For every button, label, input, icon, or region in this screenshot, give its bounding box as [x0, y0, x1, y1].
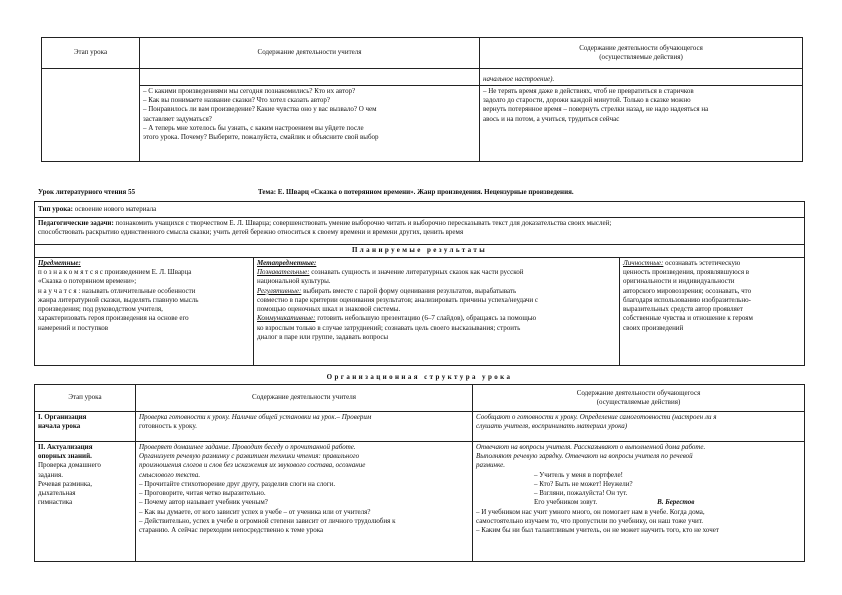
meta-line: помощью оценочных шкал и знаковой системы. [257, 305, 401, 314]
meta-communicative-label: Коммуникативные: [257, 314, 316, 323]
top-header-student [480, 38, 803, 69]
teacher-line: заставляет задуматься? [143, 114, 212, 123]
row1-student: Сообщают о готовности к уроку. Определение самоготовности (настроен ли я слушать учителя, воспринимать материал урока) [473, 412, 805, 442]
tasks-cell [35, 218, 805, 245]
meta-line: готовить небольшую презентацию (6–7 слайдов), обращаясь за помощью [315, 314, 537, 323]
meta-results-cell [254, 258, 620, 366]
teacher-line: – Понравилось ли вам произведение? Какие чувства оно у вас вызвало? О чем [143, 105, 377, 114]
org-structure-title: Организационная структура урока [326, 373, 513, 381]
top-row1-stage [42, 69, 140, 86]
teacher-line: этого урока. Почему? Выберите, пожалуйста, смайлик и объясните свой выбор [143, 133, 379, 142]
top-table [41, 37, 803, 162]
top-header-stage [42, 38, 140, 69]
top-row1-teacher [140, 69, 480, 86]
student-line: – Не терять время даже в действиях, чтоб не превратиться в старичков [483, 87, 694, 95]
meta-line: совместно в паре критерии оценивания результатов; анализировать причины успеха/неудачи с [257, 295, 539, 304]
top-row2-teacher [140, 86, 480, 162]
personal-line: собственные чувства и отношение к героям [623, 314, 753, 323]
top-row2-student [480, 86, 803, 162]
plan-table [34, 201, 805, 366]
mood-text: начальное настроение). [483, 74, 555, 83]
subject-line: п о з н а к о м я т с я с произведением Е. Л. Шварца [38, 268, 192, 277]
personal-line: оригинальности и индивидуальности [623, 277, 735, 286]
tasks-text: способствовать раскрытию единственного смысла сказки; учить детей бережно относиться к своему времени и времени других, ценить время [38, 228, 464, 237]
subject-line: н а у ч а т с я : называть отличительные особенности [38, 286, 196, 295]
meta-line: национальной культуры. [257, 277, 331, 286]
meta-cognitive-label: Познавательные: [257, 268, 310, 277]
subject-line: жанра литературной сказки, выделять главную мысль [38, 295, 199, 304]
lesson-type-label: Тип урока: [38, 204, 73, 213]
org-table [34, 384, 805, 562]
lesson-type-value: освоение нового материала [74, 204, 157, 213]
personal-label: Личностные: [623, 259, 664, 267]
personal-line: выразительных средств автор проявляет [623, 305, 743, 314]
poem-line: – Кто? Быть не может! Неужели? [534, 479, 633, 488]
lesson-number: Урок литературного чтения 55 [38, 188, 136, 196]
meta-regulatory-label: Регулятивные: [257, 286, 302, 295]
tasks-text: познакомить учащихся с творчеством Е. Л. Шварца; совершенствовать умение выборочно читать и выборочно пересказывать текст для доказательства своих мыслей; [115, 219, 612, 227]
teacher-line: – С какими произведениями мы сегодня познакомились? Кто их автор? [143, 87, 356, 95]
poem-line: – Учитель у меня в портфеле! [534, 470, 623, 479]
subject-line: произведения; под руководством учителя, [38, 305, 163, 314]
top-row2-stage [42, 86, 140, 162]
teacher-line: – Как вы понимаете название сказки? Что хотел сказать автор? [143, 96, 330, 105]
header-stage-label: Этап урока [73, 48, 108, 57]
personal-results-cell [620, 258, 805, 366]
subject-line: характеризовать героя произведения на основе его [38, 314, 189, 323]
org-header-teacher: Содержание деятельности учителя [136, 385, 473, 412]
row2-teacher: Проверяет домашнее задание. Проводит беседу о прочитанной работе. Организует речевую разминку с развитием техники чтения: правильного произношения слогов и слов без искажения их звукового состава, осознание смыслового текста. – Прочитайте стихотворение друг другу, разделив слоги на слоги. – Проговорите, читая четко выразительно. – Почему автор называет учебник ученым? – Как вы думаете, от кого зависит успех в учебе – от ученика или от учителя? – Действительно, успех в учебе в огромной степени зависит от личного трудолюбия к старанию. А сейчас переходим непосредственно к теме урока [136, 442, 473, 562]
row1-stage: I. Организация начала урока [35, 412, 136, 442]
subject-title: Предметные: [38, 259, 81, 267]
meta-line: сознавать сущность и значение литературных сказок как части русской [309, 268, 524, 277]
planned-results-cell [35, 245, 805, 258]
top-header-teacher [140, 38, 480, 69]
header-student-sub: (осуществляемые действия) [599, 53, 683, 61]
poem-author: В. Берестов [657, 498, 695, 507]
student-line: авось и на потом, а учиться, трудиться сейчас [483, 114, 620, 123]
meta-title: Метапредметные: [257, 259, 317, 267]
teacher-line: – А теперь мне хотелось бы узнать, с каким настроением вы уйдете после [143, 123, 364, 132]
student-line: вернуть потерянное время – повернуть стрелки назад, не надо надеяться на [483, 105, 709, 114]
poem-line: – Взгляни, пожалуйста! Он тут. [534, 489, 628, 498]
poem-last-line: Его учебником зовут. В. Берестов [534, 498, 695, 507]
row2-stage: II. Актуализация опорных знаний. Проверка домашнего задания. Речевая разминка, дыхательная гимнастика [35, 442, 136, 562]
personal-line: своих произведений [623, 323, 684, 332]
top-row1-student [480, 69, 803, 86]
header-student-label: Содержание деятельности обучающегося [579, 43, 703, 52]
personal-line: осознавать эстетическую [663, 259, 741, 267]
tasks-label: Педагогические задачи: [38, 219, 114, 227]
header-teacher-label: Содержание деятельности учителя [257, 48, 362, 57]
subject-results-cell [35, 258, 254, 366]
lesson-type-cell [35, 202, 805, 218]
personal-line: ценность произведения, проявлявшуюся в [623, 268, 750, 277]
lesson-topic: Тема: Е. Шварц «Сказка о потерянном времени». Жанр произведения. Нецензурные произведения. [258, 188, 574, 196]
student-line: задолго до старости, дорожи каждой минутой. Только в сказке можно [483, 96, 691, 105]
row2-student: Отвечают на вопросы учителя. Рассказывают о выполненной дома работе. Выполняют речевую зарядку. Отвечают на вопросы учителя по речевой разминке. – Учитель у меня в портфеле! – Кто? Быть не может! Неужели? – Взгляни, пожалуйста! Он тут. Его учебником зовут. В. Берестов – И учебником нас учит умного много, он помогает нам в учебе. Когда дома, самостоятельно изучаем то, что пропустили по учебнику, он наш тоже учит. – Каким бы ни был талантливым учитель, он не может научить того, кто не хочет [473, 442, 805, 562]
subject-line: «Сказка о потерянном времени»; [38, 277, 137, 286]
org-header-stage: Этап урока [35, 385, 136, 412]
org-header-student: Содержание деятельности обучающегося (осуществляемые действия) [473, 385, 805, 412]
personal-line: благодаря использованию изобразительно- [623, 295, 751, 304]
meta-line: ко взрослым только в случае затруднений; сознавать цель своего высказывания; строить [257, 323, 521, 332]
planned-results-title: Планируемые результаты [351, 246, 488, 255]
meta-line: выбирать вместе с парой форму оценивания результатов, вырабатывать [301, 286, 517, 295]
row1-teacher: Проверка готовности к уроку. Наличие общей установки на урок.– Проверим готовность к уроку. [136, 412, 473, 442]
subject-line: намерений и поступков [38, 323, 109, 332]
personal-line: авторского мировоззрения; осознавать, что [623, 286, 752, 295]
meta-line: диалог в паре или группе, задавать вопросы [257, 332, 389, 341]
